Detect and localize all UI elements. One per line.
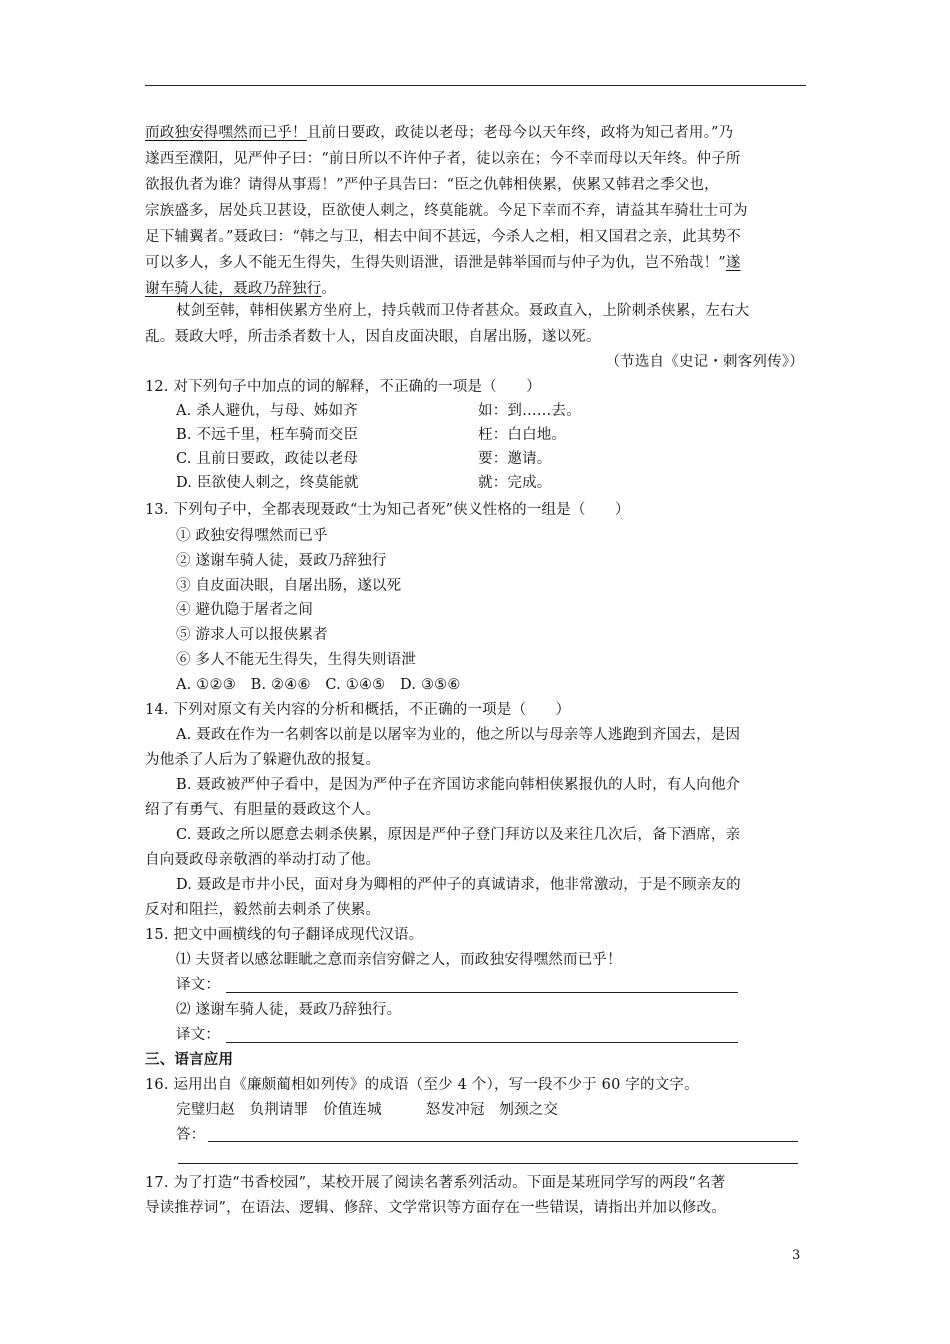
passage-line: 而政独安得嘿然而已乎！且前日要政，政徒以老母；老母今以天年终，政将为知己者用。”乃 (145, 125, 734, 141)
question-17-line: 导读推荐词”，在语法、逻辑、修辞、文学常识等方面存在一些错误，请指出并加以修改。 (145, 1200, 726, 1216)
q13-item: ① 政独安得嘿然而已乎 (176, 528, 328, 544)
q14-line: B. 聂政被严仲子看中，是因为严仲子在齐国访求能向韩相侠累报仇的人时，有人向他介 (176, 777, 741, 793)
translation-answer-line[interactable] (226, 1042, 738, 1043)
passage-line: 足下辅翼者。”聂政曰：“韩之与卫，相去中间不甚远，今杀人之相，相又国君之亲，此其势不 (145, 229, 741, 245)
passage-line: 乱。聂政大呼，所击杀者数十人，因自皮面决眼，自屠出肠，遂以死。 (145, 329, 601, 345)
answer-line[interactable] (178, 1163, 798, 1164)
q14-line: 反对和阻拦，毅然前去刺杀了侠累。 (145, 902, 381, 918)
question-17-line: 17. 为了打造“书香校园”，某校开展了阅读名著系列活动。下面是某班同学写的两段“名著 (145, 1175, 726, 1191)
q13-choices: A. ①②③ B. ②④⑥ C. ①④⑤ D. ③⑤⑥ (176, 677, 461, 693)
q14-line: 自向聂政母亲敬酒的举动打动了他。 (145, 852, 381, 868)
q14-line: 为他杀了人后为了躲避仇敌的报复。 (145, 752, 381, 768)
passage-line: 欲报仇者为谁？请得从事焉！”严仲子具告曰：“臣之仇韩相侠累，侠累又韩君之季父也， (145, 177, 719, 193)
question-13-stem: 13. 下列句子中，全都表现聂政“士为知己者死”侠义性格的一组是（ ） (145, 502, 630, 518)
underlined-sentence: 谢车骑人徒，聂政乃辞独行 (145, 281, 322, 297)
page-number: 3 (792, 1248, 801, 1263)
idiom-list: 完璧归赵 负荆请罪 价值连城 怒发冲冠 刎颈之交 (176, 1102, 559, 1118)
question-14-stem: 14. 下列对原文有关内容的分析和概括，不正确的一项是（ ） (145, 702, 571, 718)
q13-item: ② 遂谢车骑人徒，聂政乃辞独行 (176, 553, 387, 569)
translation-answer-line[interactable] (226, 992, 738, 993)
passage-line: 遂西至濮阳，见严仲子曰：“前日所以不许仲子者，徒以亲在；今不幸而母以天年终。仲子所 (145, 151, 741, 167)
q15-sentence-1: ⑴ 夫贤者以感忿睚眦之意而亲信穷僻之人，而政独安得嘿然而已乎！ (176, 952, 622, 968)
passage-line: 可以多人，多人不能无生得失，生得失则语泄，语泄是韩举国而与仲子为仇，岂不殆哉！”遂 (145, 255, 741, 271)
q12-option-c: C. 且前日要政，政徒以老母 要：邀请。 (176, 451, 552, 467)
question-12-stem: 12. 对下列句子中加点的词的解释，不正确的一项是（ ） (145, 379, 541, 395)
underlined-sentence: 而政独安得嘿然而已乎！ (145, 125, 307, 141)
passage-line: 宗族盛多，居处兵卫甚设，臣欲使人刺之，终莫能就。今足下幸而不弃，请益其车骑壮士可为 (145, 203, 748, 219)
q13-item: ⑥ 多人不能无生得失，生得失则语泄 (176, 652, 417, 668)
q15-sentence-2: ⑵ 遂谢车骑人徒，聂政乃辞独行。 (176, 1002, 402, 1018)
passage-line: 杖剑至韩，韩相侠累方坐府上，持兵戟而卫侍者甚众。聂政直入，上阶刺杀侠累，左右大 (176, 303, 750, 319)
q12-option-b: B. 不远千里，枉车骑而交臣 枉：白白地。 (176, 427, 567, 443)
q12-option-d: D. 臣欲使人刺之，终莫能就 就：完成。 (176, 475, 552, 491)
translation-label: 译文： (176, 977, 221, 993)
section-heading: 三、语言应用 (145, 1051, 234, 1068)
q12-option-a: A. 杀人避仇，与母、姊如齐 如：到……去。 (176, 403, 581, 419)
q13-item: ③ 自皮面决眼，自屠出肠，遂以死 (176, 578, 402, 594)
q13-item: ④ 避仇隐于屠者之间 (176, 602, 314, 618)
answer-line[interactable] (208, 1141, 798, 1142)
header-rule (145, 85, 806, 86)
q14-line: C. 聂政之所以愿意去刺杀侠累，原因是严仲子登门拜访以及来往几次后，备下酒席，亲 (176, 827, 741, 843)
question-16-stem: 16. 运用出自《廉颇蔺相如列传》的成语（至少 4 个），写一段不少于 60 字的文字。 (145, 1077, 699, 1093)
q14-line: A. 聂政在作为一名刺客以前是以屠宰为业的，他之所以与母亲等人逃跑到齐国去，是因 (176, 727, 741, 743)
passage-line: 谢车骑人徒，聂政乃辞独行。 (145, 281, 337, 297)
q14-line: D. 聂政是市井小民，面对身为卿相的严仲子的真诚请求，他非常激动，于是不顾亲友的 (176, 877, 741, 893)
q13-item: ⑤ 游求人可以报侠累者 (176, 627, 328, 643)
translation-label: 译文： (176, 1027, 221, 1043)
q14-line: 绍了有勇气、有胆量的聂政这个人。 (145, 802, 381, 818)
question-15-stem: 15. 把文中画横线的句子翻译成现代汉语。 (145, 927, 424, 943)
answer-label: 答： (176, 1127, 206, 1143)
underlined-sentence: 遂 (725, 255, 741, 271)
source-citation: （节选自《史记・刺客列传》） (605, 354, 804, 370)
